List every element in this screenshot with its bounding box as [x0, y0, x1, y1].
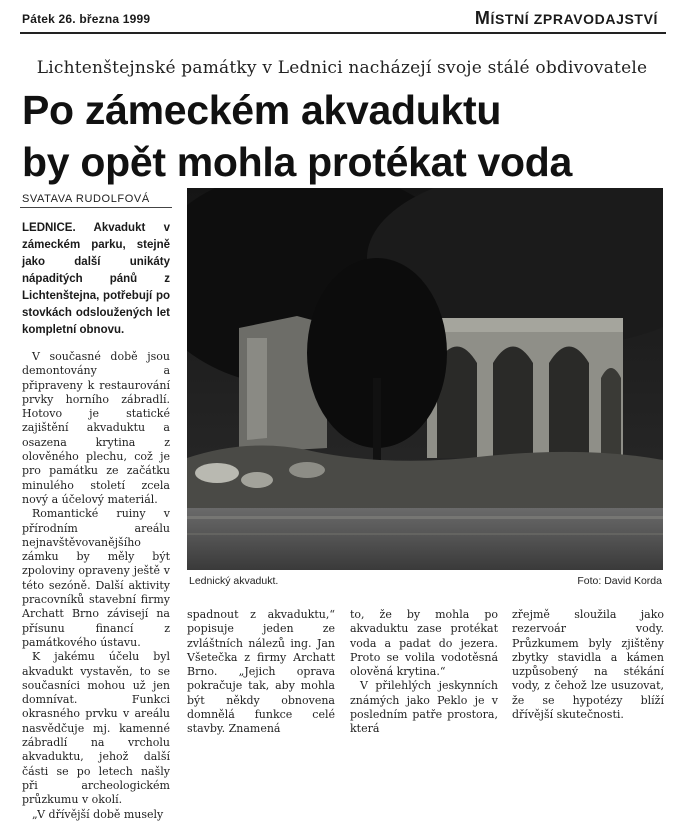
article-column-2 — [187, 608, 335, 737]
paragraph: V přilehlých jeskynních známých jako Peklo je v posledním patře prostora, která — [350, 679, 498, 736]
paragraph: K jakému účelu byl akvadukt vystavěn, to se současníci mohou už jen domnívat. Funkci okrasného prvku v areálu nasvědčuje mj. kamenné zábradlí na vrcholu akvaduktu, jehož další části se po letech našly při archeologickém průzkumu v okolí. — [22, 650, 170, 807]
issue-date: Pátek 26. března 1999 — [22, 12, 151, 26]
section-title-rest: ÍSTNÍ ZPRAVODAJSTVÍ — [490, 11, 658, 27]
paragraph: Romantické ruiny v přírodním areálu nejnavštěvovanějšího zámku by měly být zpoloviny opraveny ještě v této sezóně. Další aktivity pracovníků stavební firmy Archatt Brno závisejí na přísunu financí z památkového ústavu. — [22, 507, 170, 649]
photo-caption: Lednický akvadukt. — [189, 575, 279, 587]
subheadline: Lichtenštejnské památky v Lednici nacházejí svoje stálé obdivovatele — [36, 58, 648, 78]
paragraph: spadnout z akvaduktu,“ popisuje jeden ze zvláštních nálezů ing. Jan Všetečka z firmy Archatt Brno. „Jejich oprava pokračuje tak, aby mohla být někdy obnovena domnělá funkce celé stavby. Znamená — [187, 608, 335, 736]
paragraph: to, že by mohla po akvaduktu zase protékat voda a padat do jezera. Proto se volila vodotěsná olověná krytina.“ — [350, 608, 498, 679]
byline: SVATAVA RUDOLFOVÁ — [22, 193, 150, 205]
article-column-1 — [22, 350, 170, 822]
article-column-4 — [512, 608, 664, 722]
paragraph: „V dřívější době musely — [32, 807, 164, 821]
paragraph: V současné době jsou demontovány a připraveny k restaurování prvky horního zábradlí. Hotovo je statické zajištění akvaduktu a osazena krytina z olověného plechu, což je pro památku ze začátku minulého století zcela nový a účelový materiál. — [22, 350, 170, 506]
paragraph: zřejmě sloužila jako rezervoár vody. Průzkumem byly zjištěny zbytky stavidla a kámen uzpůsobený na stékání vody, z čehož lze usuzovat, že se hypotézy blíží dřívější skutečnosti. — [512, 608, 664, 722]
headline — [22, 84, 672, 188]
aqueduct-photo-illustration — [187, 188, 663, 570]
photo-credit: Foto: David Korda — [577, 575, 662, 587]
header-rule — [20, 32, 666, 34]
section-title-initial: M — [474, 8, 491, 28]
section-title — [475, 8, 658, 29]
headline-line-2: by opět mohla protékat voda — [22, 139, 573, 185]
aqueduct-photo — [187, 188, 663, 570]
article-column-3 — [350, 608, 498, 737]
byline-rule — [20, 207, 172, 208]
lead-paragraph: LEDNICE. Akvadukt v zámeckém parku, stejně jako další unikáty nápaditých pánů z Lichtenštejna, potřebují po stovkách odsloužených let kompletní obnovu. — [22, 222, 170, 336]
headline-line-1: Po zámeckém akvaduktu — [22, 87, 502, 133]
